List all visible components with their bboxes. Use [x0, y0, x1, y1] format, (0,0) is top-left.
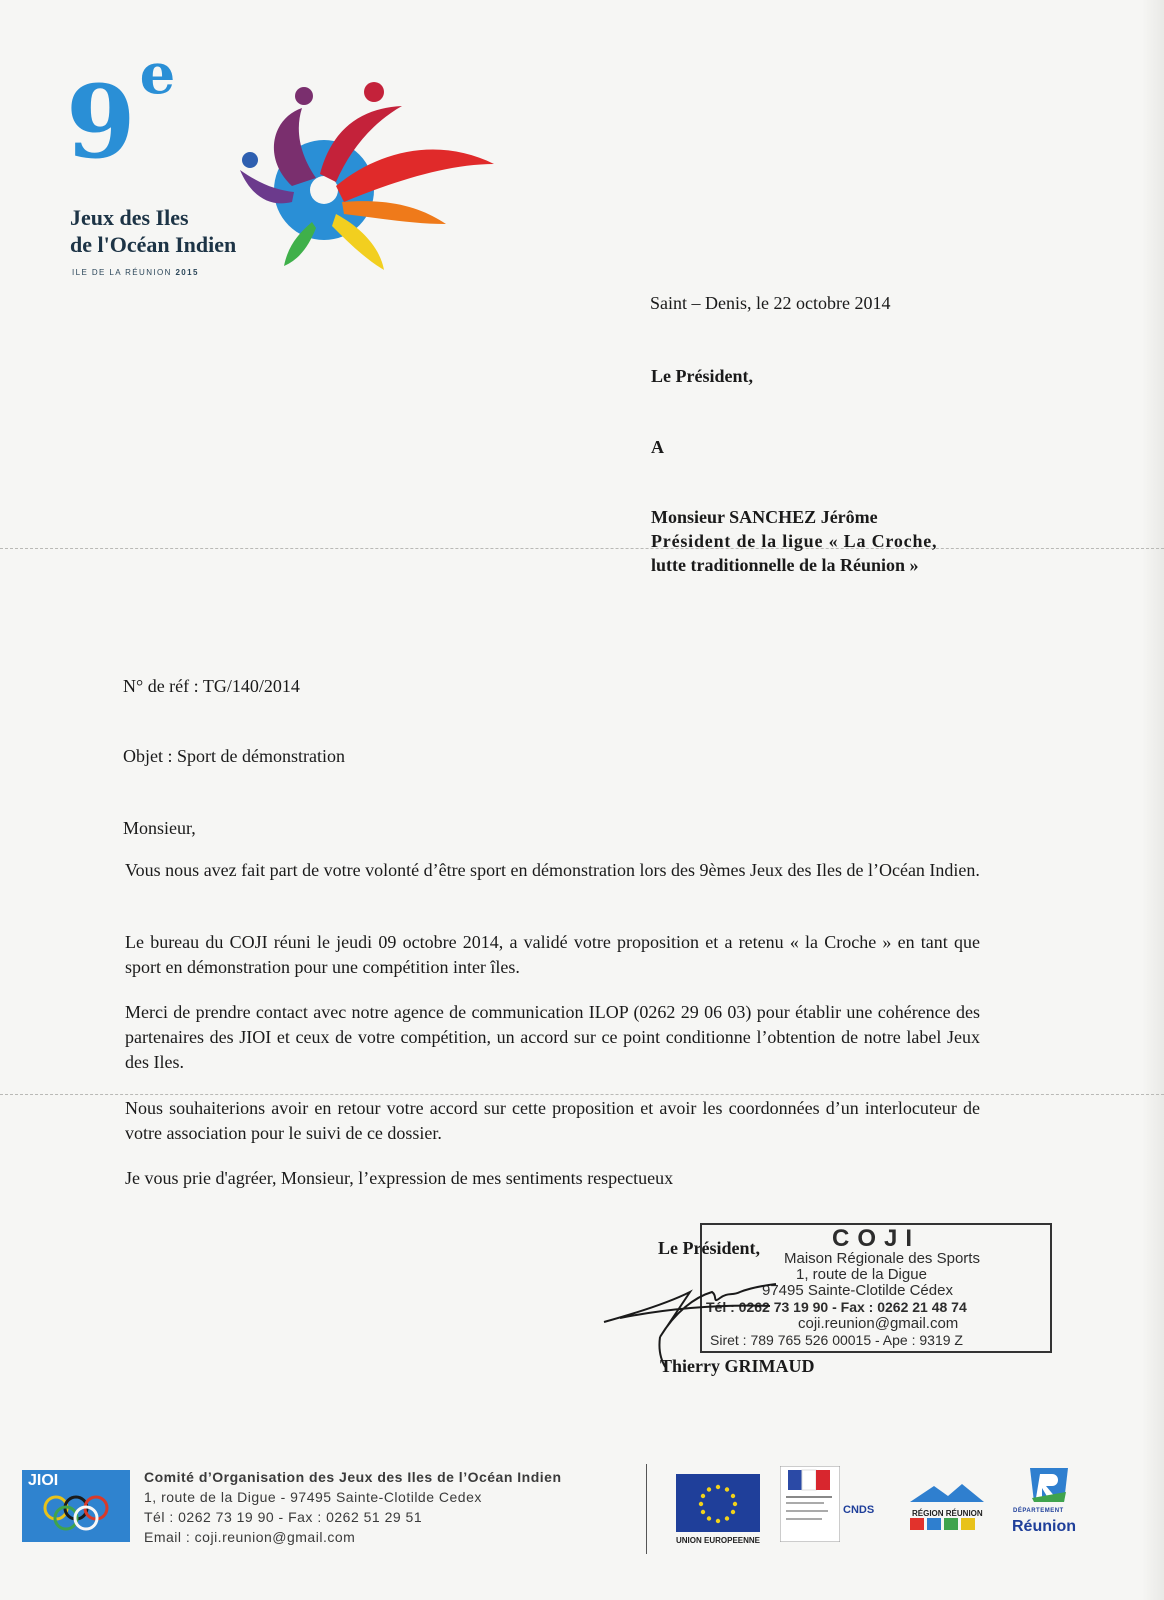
eu-flag-icon: [676, 1474, 760, 1532]
sender-title: Le Président,: [651, 366, 753, 386]
org-address: 1, route de la Digue - 97495 Sainte-Clotilde Cedex: [144, 1489, 482, 1505]
paragraph-3: Merci de prendre contact avec notre agence de communication ILOP (0262 29 06 03) pour établir une cohérence des partenaires des JIOI et ceux de votre compétition, un accord sur ce point conditionne l’obtention de notre label Jeux des Iles.: [125, 1002, 980, 1072]
to-label: A: [651, 437, 664, 457]
logo-title: Jeux des Iles de l'Océan Indien: [70, 205, 237, 257]
paragraph-4: Nous souhaiterions avoir en retour votre accord sur cette proposition et avoir les coordonnées d’un interlocuteur de votre association pour le suivi de ce dossier.: [125, 1098, 980, 1143]
footer-divider: [646, 1464, 647, 1554]
departement-reunion-icon: [1026, 1464, 1072, 1506]
stamp-line: 1, route de la Digue: [796, 1266, 927, 1283]
org-email: Email : coji.reunion@gmail.com: [144, 1529, 356, 1545]
salutation: Monsieur,: [123, 818, 196, 838]
stamp-line: coji.reunion@gmail.com: [798, 1315, 959, 1332]
recipient-name: Monsieur SANCHEZ Jérôme: [651, 507, 878, 527]
eu-label: UNION EUROPEENNE: [676, 1536, 761, 1545]
subject-line: Objet : Sport de démonstration: [123, 746, 345, 766]
cnds-label: CNDS: [843, 1504, 875, 1516]
org-name: Comité d’Organisation des Jeux des Iles de l’Océan Indien: [144, 1469, 562, 1485]
recipient-block: [651, 505, 973, 577]
closing-formula: Je vous prie d'agréer, Monsieur, l’expression de mes sentiments respectueux: [125, 1168, 674, 1188]
reference-number: N° de réf : TG/140/2014: [123, 676, 300, 696]
paragraph-2: Le bureau du COJI réuni le jeudi 09 octobre 2014, a validé votre proposition et a retenu « la Croche » en tant que sport en démonstration pour une compétition inter îles.: [125, 932, 980, 977]
stamp-line: Siret : 789 765 526 00015 - Ape : 9319 Z: [710, 1332, 963, 1348]
dept-reunion-label: Réunion: [1012, 1518, 1076, 1535]
stamp-line: 97495 Sainte-Clotilde Cédex: [762, 1282, 953, 1299]
logo-number: 9e: [66, 40, 176, 181]
stamp-line: Maison Régionale des Sports: [784, 1250, 980, 1267]
republique-francaise-icon: [780, 1466, 840, 1542]
jioi-logo-text: JIOI: [28, 1472, 59, 1489]
org-phone: Tél : 0262 73 19 90 - Fax : 0262 51 29 51: [144, 1509, 423, 1525]
signature-title: Le Président,: [658, 1238, 760, 1258]
jioi-logo-icon: [22, 1470, 130, 1542]
paragraph-1: Vous nous avez fait part de votre volonté d’être sport en démonstration lors des 9èmes Jeux des Iles de l’Océan Indien.: [125, 860, 980, 880]
page-edge: [1142, 0, 1164, 1600]
recipient-role: Président de la ligue « La Croche,: [651, 531, 938, 551]
recipient-league: lutte traditionnelle de la Réunion »: [651, 555, 919, 575]
stamp-title: COJI: [831, 1225, 920, 1252]
dept-label: DÉPARTEMENT: [1013, 1508, 1064, 1514]
paper-fold-line: [0, 548, 1164, 550]
games-logo-icon: [232, 78, 504, 278]
footer-organization: [144, 1467, 562, 1547]
place-date: Saint – Denis, le 22 octobre 2014: [650, 293, 891, 313]
region-label: RÉGION RÉUNION: [912, 1509, 983, 1518]
signatory-name: Thierry GRIMAUD: [660, 1356, 815, 1376]
logo-subtitle: ILE DE LA RÉUNION 2015: [72, 268, 199, 277]
region-reunion-icon: [904, 1478, 990, 1534]
stamp-line: Tél : 0262 73 19 90 - Fax : 0262 21 48 74: [706, 1299, 967, 1315]
